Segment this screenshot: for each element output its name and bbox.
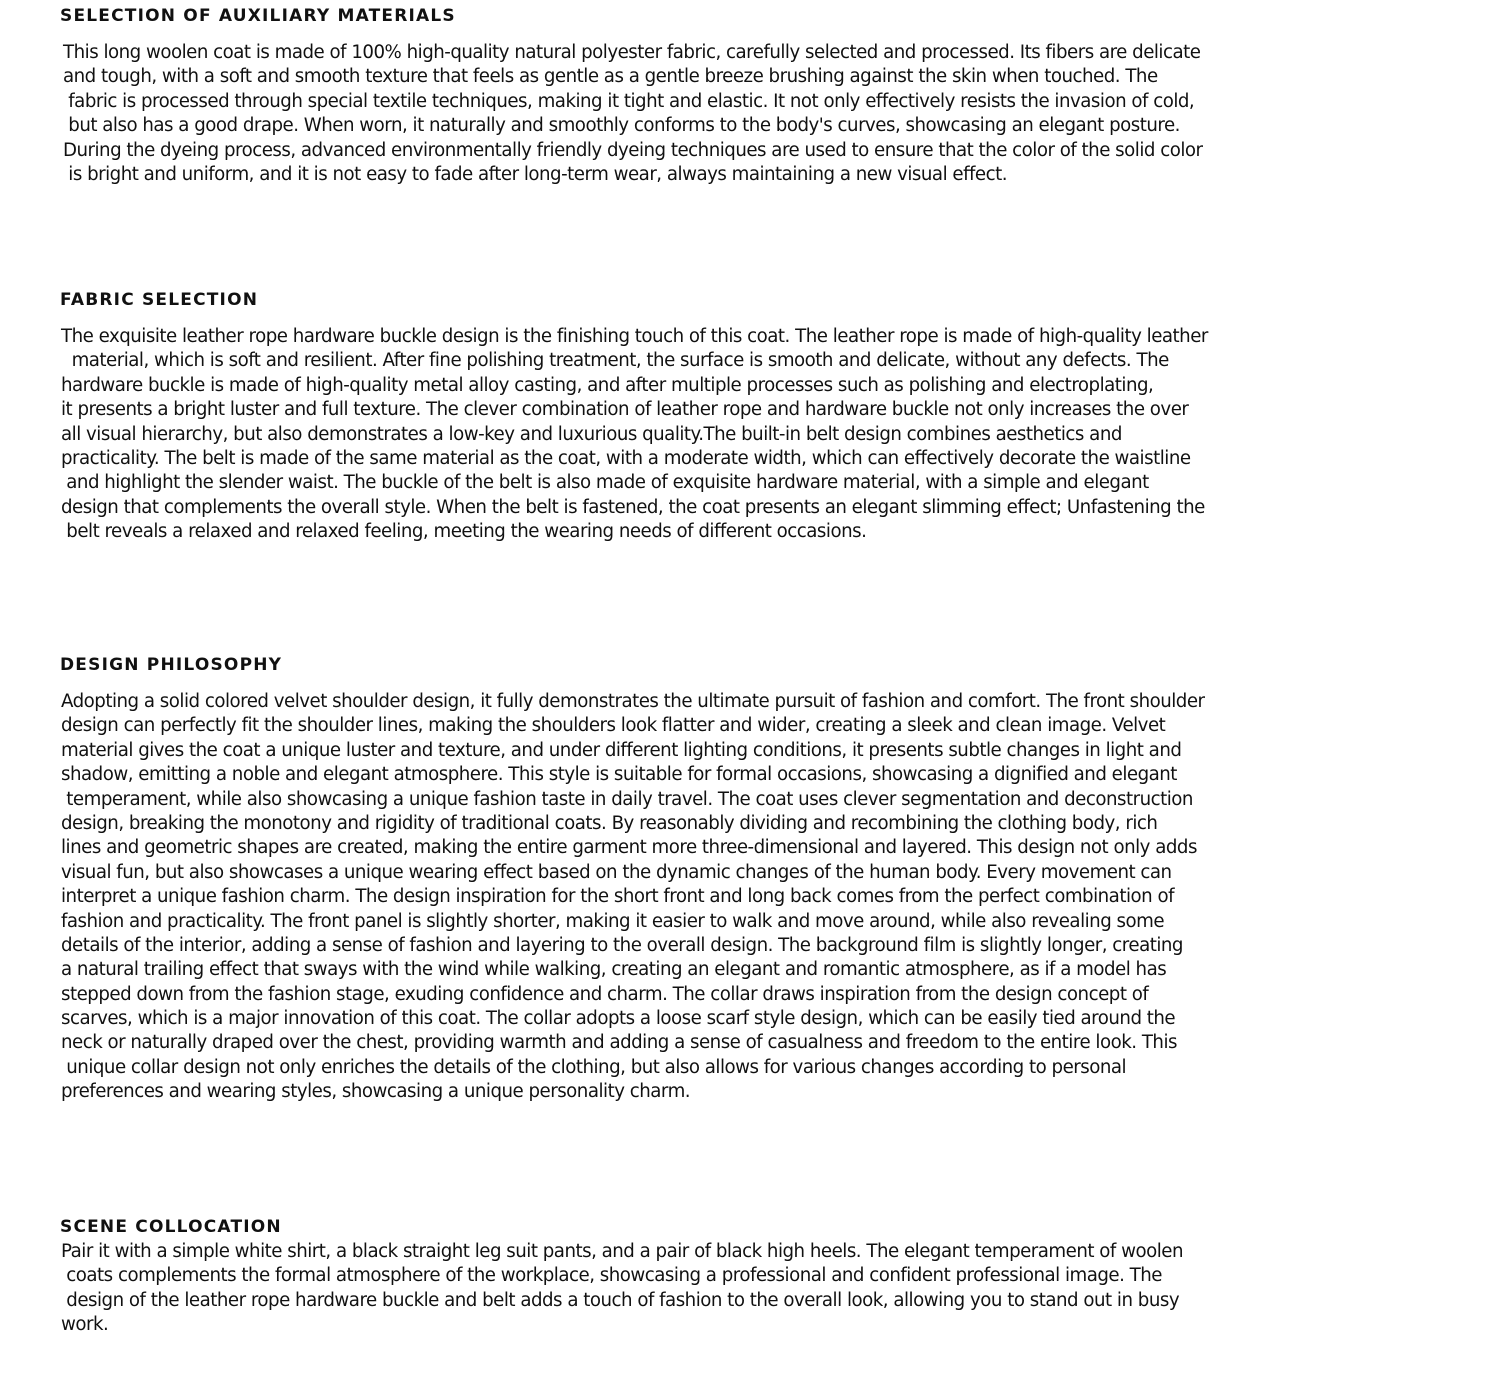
paragraph-line: design that complements the overall style. When the belt is fastened, the coat presents an elegant slimming effect; Unfastening the (61, 496, 1205, 518)
paragraph-line: shadow, emitting a noble and elegant atmosphere. This style is suitable for formal occasions, showcasing a dignified and elegant (61, 764, 1177, 786)
paragraph-line: neck or naturally draped over the chest, providing warmth and adding a sense of casualness and freedom to the entire look. This (61, 1032, 1177, 1054)
paragraph-line: hardware buckle is made of high-quality metal alloy casting, and after multiple processes such as polishing and electroplating, (61, 374, 1154, 396)
paragraph-line: but also has a good drape. When worn, it naturally and smoothly conforms to the body's curves, showcasing an elegant posture. (63, 115, 1180, 137)
paragraph-line: The exquisite leather rope hardware buckle design is the finishing touch of this coat. The leather rope is made of high-quality leather (61, 326, 1208, 347)
section-body (60, 1240, 1492, 1338)
paragraph-line: unique collar design not only enriches the details of the clothing, but also allows for various changes according to personal (61, 1056, 1127, 1078)
paragraph-line: practicality. The belt is made of the same material as the coat, with a moderate width, which can effectively decorate the waistline (61, 447, 1191, 469)
paragraph-line: all visual hierarchy, but also demonstrates a low-key and luxurious quality.The built-in belt design combines aesthetics and (61, 423, 1122, 445)
paragraph-line: design of the leather rope hardware buckle and belt adds a touch of fashion to the overall look, allowing you to stand out in busy (61, 1289, 1180, 1311)
paragraph-line: coats complements the formal atmosphere of the workplace, showcasing a professional and confident professional image. The (61, 1265, 1163, 1287)
paragraph-line: material gives the coat a unique luster and texture, and under different lighting conditions, it presents subtle changes in light and (61, 739, 1182, 761)
paragraph-line: interpret a unique fashion charm. The design inspiration for the short front and long back comes from the perfect combination of (61, 886, 1174, 908)
paragraph-line: a natural trailing effect that sways with the wind while walking, creating an elegant and romantic atmosphere, as if a model has (61, 959, 1167, 981)
paragraph-line: details of the interior, adding a sense of fashion and layering to the overall design. The background film is slightly longer, creating (61, 934, 1183, 956)
paragraph-line: and highlight the slender waist. The buckle of the belt is also made of exquisite hardware material, with a simple and elegant (61, 472, 1149, 494)
section-heading: FABRIC SELECTION (60, 290, 259, 310)
paragraph-line: temperament, while also showcasing a unique fashion taste in daily travel. The coat uses clever segmentation and deconstruction (61, 788, 1193, 810)
paragraph-line: This long woolen coat is made of 100% high-quality natural polyester fabric, carefully selected and processed. Its fibers are delicate (63, 42, 1201, 63)
paragraph-line: lines and geometric shapes are created, making the entire garment more three-dimensional and layered. This design not only adds (61, 837, 1197, 859)
paragraph-line: visual fun, but also showcases a unique wearing effect based on the dynamic changes of the human body. Every movement can (61, 861, 1172, 883)
paragraph-line: design can perfectly fit the shoulder lines, making the shoulders look flatter and wider, creating a sleek and clean image. Velvet (61, 715, 1166, 737)
paragraph-line: stepped down from the fashion stage, exuding confidence and charm. The collar draws inspiration from the design concept of (61, 983, 1149, 1005)
paragraph-line: work. (61, 1314, 109, 1336)
paragraph-line: and tough, with a soft and smooth texture that feels as gentle as a gentle breeze brushing against the skin when touched. The (63, 66, 1158, 88)
paragraph-line: During the dyeing process, advanced environmentally friendly dyeing techniques are used to ensure that the color of the solid color (63, 139, 1203, 161)
paragraph-line: Pair it with a simple white shirt, a black straight leg suit pants, and a pair of black high heels. The elegant temperament of woolen (61, 1241, 1183, 1262)
section-design-philosophy (60, 654, 1492, 1105)
section-fabric-selection (60, 289, 1492, 545)
paragraph-line: design, breaking the monotony and rigidity of traditional coats. By reasonably dividing and recombining the clothing body, rich (61, 812, 1158, 834)
section-body (60, 690, 1492, 1105)
paragraph-line: preferences and wearing styles, showcasing a unique personality charm. (61, 1081, 691, 1103)
paragraph-line: fabric is processed through special textile techniques, making it tight and elastic. It not only effectively resists the invasion of cold, (63, 90, 1195, 112)
section-heading: SELECTION OF AUXILIARY MATERIALS (60, 6, 456, 26)
paragraph-line: material, which is soft and resilient. After fine polishing treatment, the surface is smooth and delicate, without any defects. The (61, 350, 1169, 372)
paragraph-line: is bright and uniform, and it is not easy to fade after long-term wear, always maintaining a new visual effect. (63, 163, 1008, 185)
paragraph-line: it presents a bright luster and full texture. The clever combination of leather rope and hardware buckle not only increases the over (61, 399, 1189, 421)
section-scene-collocation (60, 1216, 1492, 1338)
paragraph-line: fashion and practicality. The front panel is slightly shorter, making it easier to walk and move around, while also revealing some (61, 910, 1165, 932)
paragraph-line: belt reveals a relaxed and relaxed feeling, meeting the wearing needs of different occasions. (61, 521, 867, 543)
section-heading: DESIGN PHILOSOPHY (60, 655, 283, 675)
section-heading: SCENE COLLOCATION (60, 1217, 282, 1237)
paragraph-line: scarves, which is a major innovation of this coat. The collar adopts a loose scarf style design, which can be easily tied around the (61, 1008, 1176, 1030)
section-body (60, 41, 1492, 187)
section-body (60, 325, 1492, 545)
paragraph-line: Adopting a solid colored velvet shoulder design, it fully demonstrates the ultimate pursuit of fashion and comfort. The front shoulder (61, 691, 1205, 712)
section-auxiliary-materials (60, 5, 1492, 187)
